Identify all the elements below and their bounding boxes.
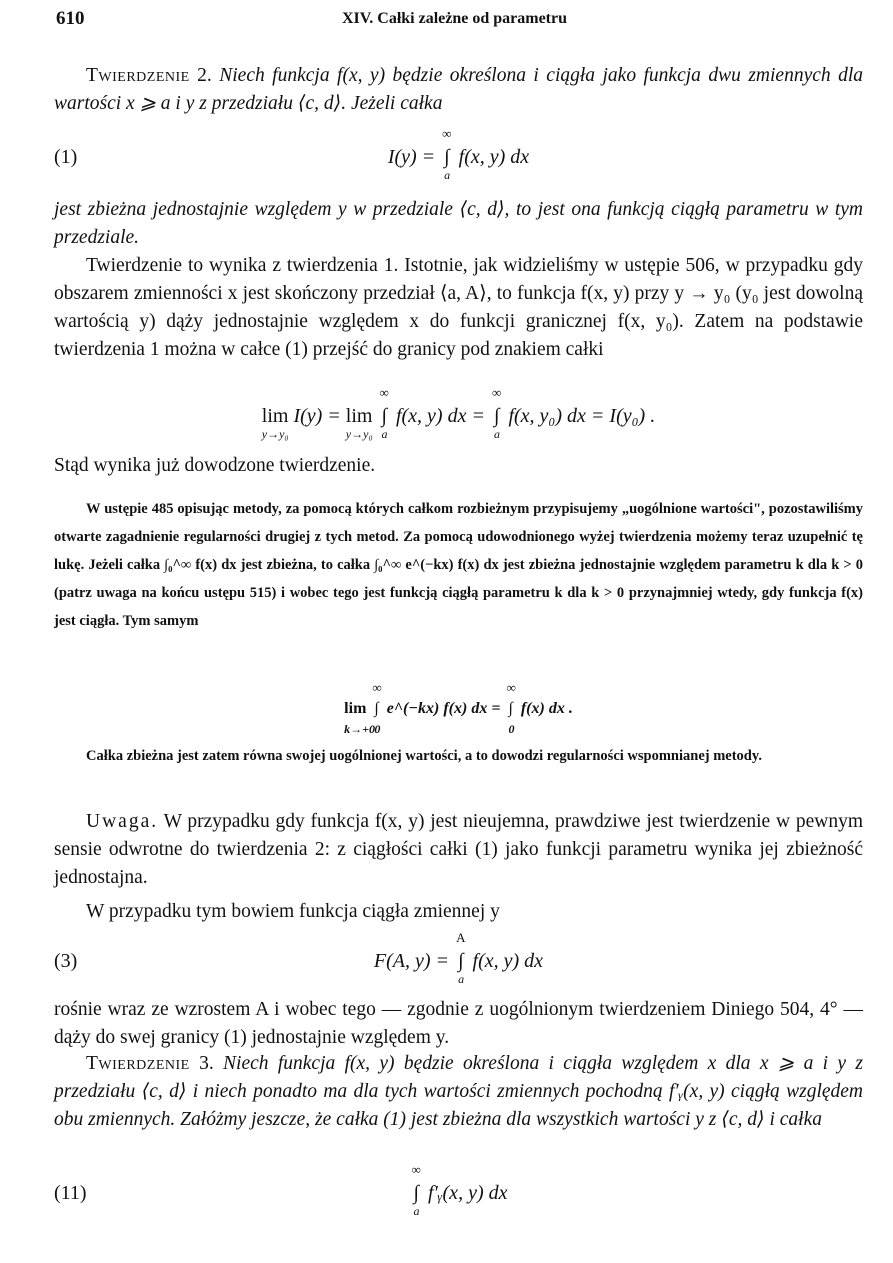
equation-body <box>54 680 863 736</box>
integral-upper-limit: A <box>456 930 466 945</box>
equation-body <box>54 385 863 441</box>
equation-part: f(x, y) dx = <box>395 405 485 427</box>
equation-part: I(y) = <box>293 405 341 427</box>
theorem-number: 2. <box>197 65 212 86</box>
integral-upper-limit: ∞ <box>506 680 516 695</box>
small-print-conclusion: Całka zbieżna jest zatem równa swojej uogólnionej wartości, a to dowodzi regularności wspomnianej metody. <box>86 748 762 764</box>
equation-part: e^(−kx) f(x) dx = <box>386 700 501 717</box>
theorem-number: 3. <box>199 1053 214 1074</box>
theorem-label: Twierdzenie <box>86 65 190 86</box>
equation-body <box>54 1162 863 1218</box>
limit-operator <box>261 405 289 441</box>
theorem-2-conclusion: jest zbieżna jednostajnie względem y w przedziale ⟨c, d⟩, to jest ona funkcją ciągłą parametru w tym przedziale. <box>54 199 863 248</box>
lim-text: lim <box>345 405 373 427</box>
integral-sign: ∫ ∞ 0 <box>372 680 382 736</box>
equation-lhs: I(y) = <box>387 146 436 168</box>
integral-lower-limit: a <box>444 168 451 182</box>
integral-sign: ∫ ∞ 0 <box>506 680 516 736</box>
equation-number: (1) <box>54 146 78 168</box>
limit-operator <box>344 700 376 736</box>
equation-lhs: F(A, y) = <box>373 950 450 972</box>
equation-number: (3) <box>54 950 78 972</box>
integral-sign: ∫ ∞ a <box>379 385 389 441</box>
theorem-statement: Niech funkcja f(x, y) będzie określona i ciągła jako funkcja dwu zmiennych dla wartości x ⩾ a i y z przedziału ⟨c, d⟩. Jeżeli całka <box>54 65 863 114</box>
integral-lower-limit: 0 <box>508 722 515 736</box>
integral-upper-limit: ∞ <box>372 680 382 695</box>
remark-continuation: rośnie wraz ze wzrostem A i wobec tego — zgodnie z uogólnionym twierdzeniem Diniego 504, 4° — dąży do swej granicy (1) jednostajnie względem y. <box>54 999 863 1048</box>
remark-paragraph-2: W przypadku tym bowiem funkcja ciągła zmiennej y <box>86 901 500 922</box>
small-print-paragraph: W ustępie 485 opisując metody, za pomocą których całkom rozbieżnym przypisujemy „uogólnione wartości", pozostawiliśmy otwarte zagadnienie regularności drugiej z tych metod. Za pomocą udowodnionego wyżej twierdzenia możemy teraz uzupełnić tę lukę. Jeżeli całka ∫₀^∞ f(x) dx jest zbieżna, to całka ∫₀^∞ e^(−kx) f(x) dx jest zbieżna jednostajnie względem parametru k dla k > 0 (patrz uwaga na końcu ustępu 515) i wobec tego jest funkcją ciągłą parametru k dla k > 0 przynajmniej wtedy, gdy funkcja f(x) jest ciągła. Tym samym <box>54 501 863 629</box>
integral-upper-limit: ∞ <box>411 1162 421 1177</box>
proof-conclusion: Stąd wynika już dowodzone twierdzenie. <box>54 455 376 476</box>
equation-part: f(x, y₀) dx = I(y₀) . <box>508 405 656 427</box>
integrand: f(x, y) dx <box>472 950 544 972</box>
integral-upper-limit: ∞ <box>442 126 452 141</box>
remark-label: Uwaga. <box>86 811 159 832</box>
integral-lower-limit: a <box>381 427 388 441</box>
remark-text: W przypadku gdy funkcja f(x, y) jest nieujemna, prawdziwe jest twierdzenie w pewnym sensie odwrotne do twierdzenia 2: z ciągłości całki (1) jako funkcji parametru wynika jej zbieżność jednostajna. <box>54 811 863 888</box>
equation-3 <box>54 930 863 1000</box>
integral-sign: ∫ ∞ a <box>491 385 502 441</box>
integral-lower-limit: a <box>413 1204 420 1218</box>
remark-paragraph <box>54 808 863 892</box>
theorem-2-continuation <box>54 196 863 252</box>
integral-sign: ∫ ∞ a <box>411 1162 421 1218</box>
lim-subscript: y→y₀ <box>345 427 373 441</box>
equation-1 <box>54 126 863 196</box>
integral-lower-limit: 0 <box>374 722 381 736</box>
small-print-equation <box>54 680 863 740</box>
lim-text: lim <box>261 405 289 427</box>
lim-text: lim <box>344 700 367 717</box>
theorem-3 <box>54 1050 863 1134</box>
proof-paragraph: Twierdzenie to wynika z twierdzenia 1. Istotnie, jak widzieliśmy w ustępie 506, w przypadku gdy obszarem zmienności x jest skończony przedział ⟨a, A⟩, to funkcja f(x, y) przy y → y₀ (y₀ jest dowolną wartością y) dąży jednostajnie względem x do funkcji granicznej f(x, y₀). Zatem na podstawie twierdzenia 1 można w całce (1) przejść do granicy pod znakiem całki <box>54 255 863 360</box>
equation-number: (11) <box>54 1182 87 1204</box>
theorem-2 <box>54 62 863 118</box>
limit-equation <box>54 385 863 445</box>
integral-sign: ∫ A a <box>456 930 466 986</box>
lim-subscript: y→y₀ <box>261 427 289 441</box>
integral-sign: ∫ ∞ a <box>442 126 452 182</box>
equation-11 <box>54 1162 863 1232</box>
page-header <box>56 8 853 36</box>
integrand: f(x, y) dx <box>458 146 530 168</box>
running-title: XIV. Całki zależne od parametru <box>341 10 568 27</box>
integral-upper-limit: ∞ <box>491 385 502 400</box>
integral-upper-limit: ∞ <box>379 385 389 400</box>
equation-body <box>54 930 863 986</box>
theorem-label: Twierdzenie <box>86 1053 190 1074</box>
integral-lower-limit: a <box>493 427 500 441</box>
page-number: 610 <box>56 8 85 29</box>
limit-operator <box>345 405 373 441</box>
theorem-statement: Niech funkcja f(x, y) będzie określona i ciągła względem x dla x ⩾ a i y z przedziału ⟨c, d⟩ i niech ponadto ma dla tych wartości zmiennych pochodną f′ᵧ(x, y) ciągłą względem obu zmiennych. Załóżmy jeszcze, że całka (1) jest zbieżna dla wszystkich wartości y z ⟨c, d⟩ i całka <box>54 1053 863 1130</box>
lim-subscript: k→+0 <box>344 722 376 736</box>
integrand: f′ᵧ(x, y) dx <box>427 1182 508 1204</box>
equation-body <box>54 126 863 182</box>
equation-part: f(x) dx . <box>520 700 573 717</box>
integral-lower-limit: a <box>458 972 465 986</box>
